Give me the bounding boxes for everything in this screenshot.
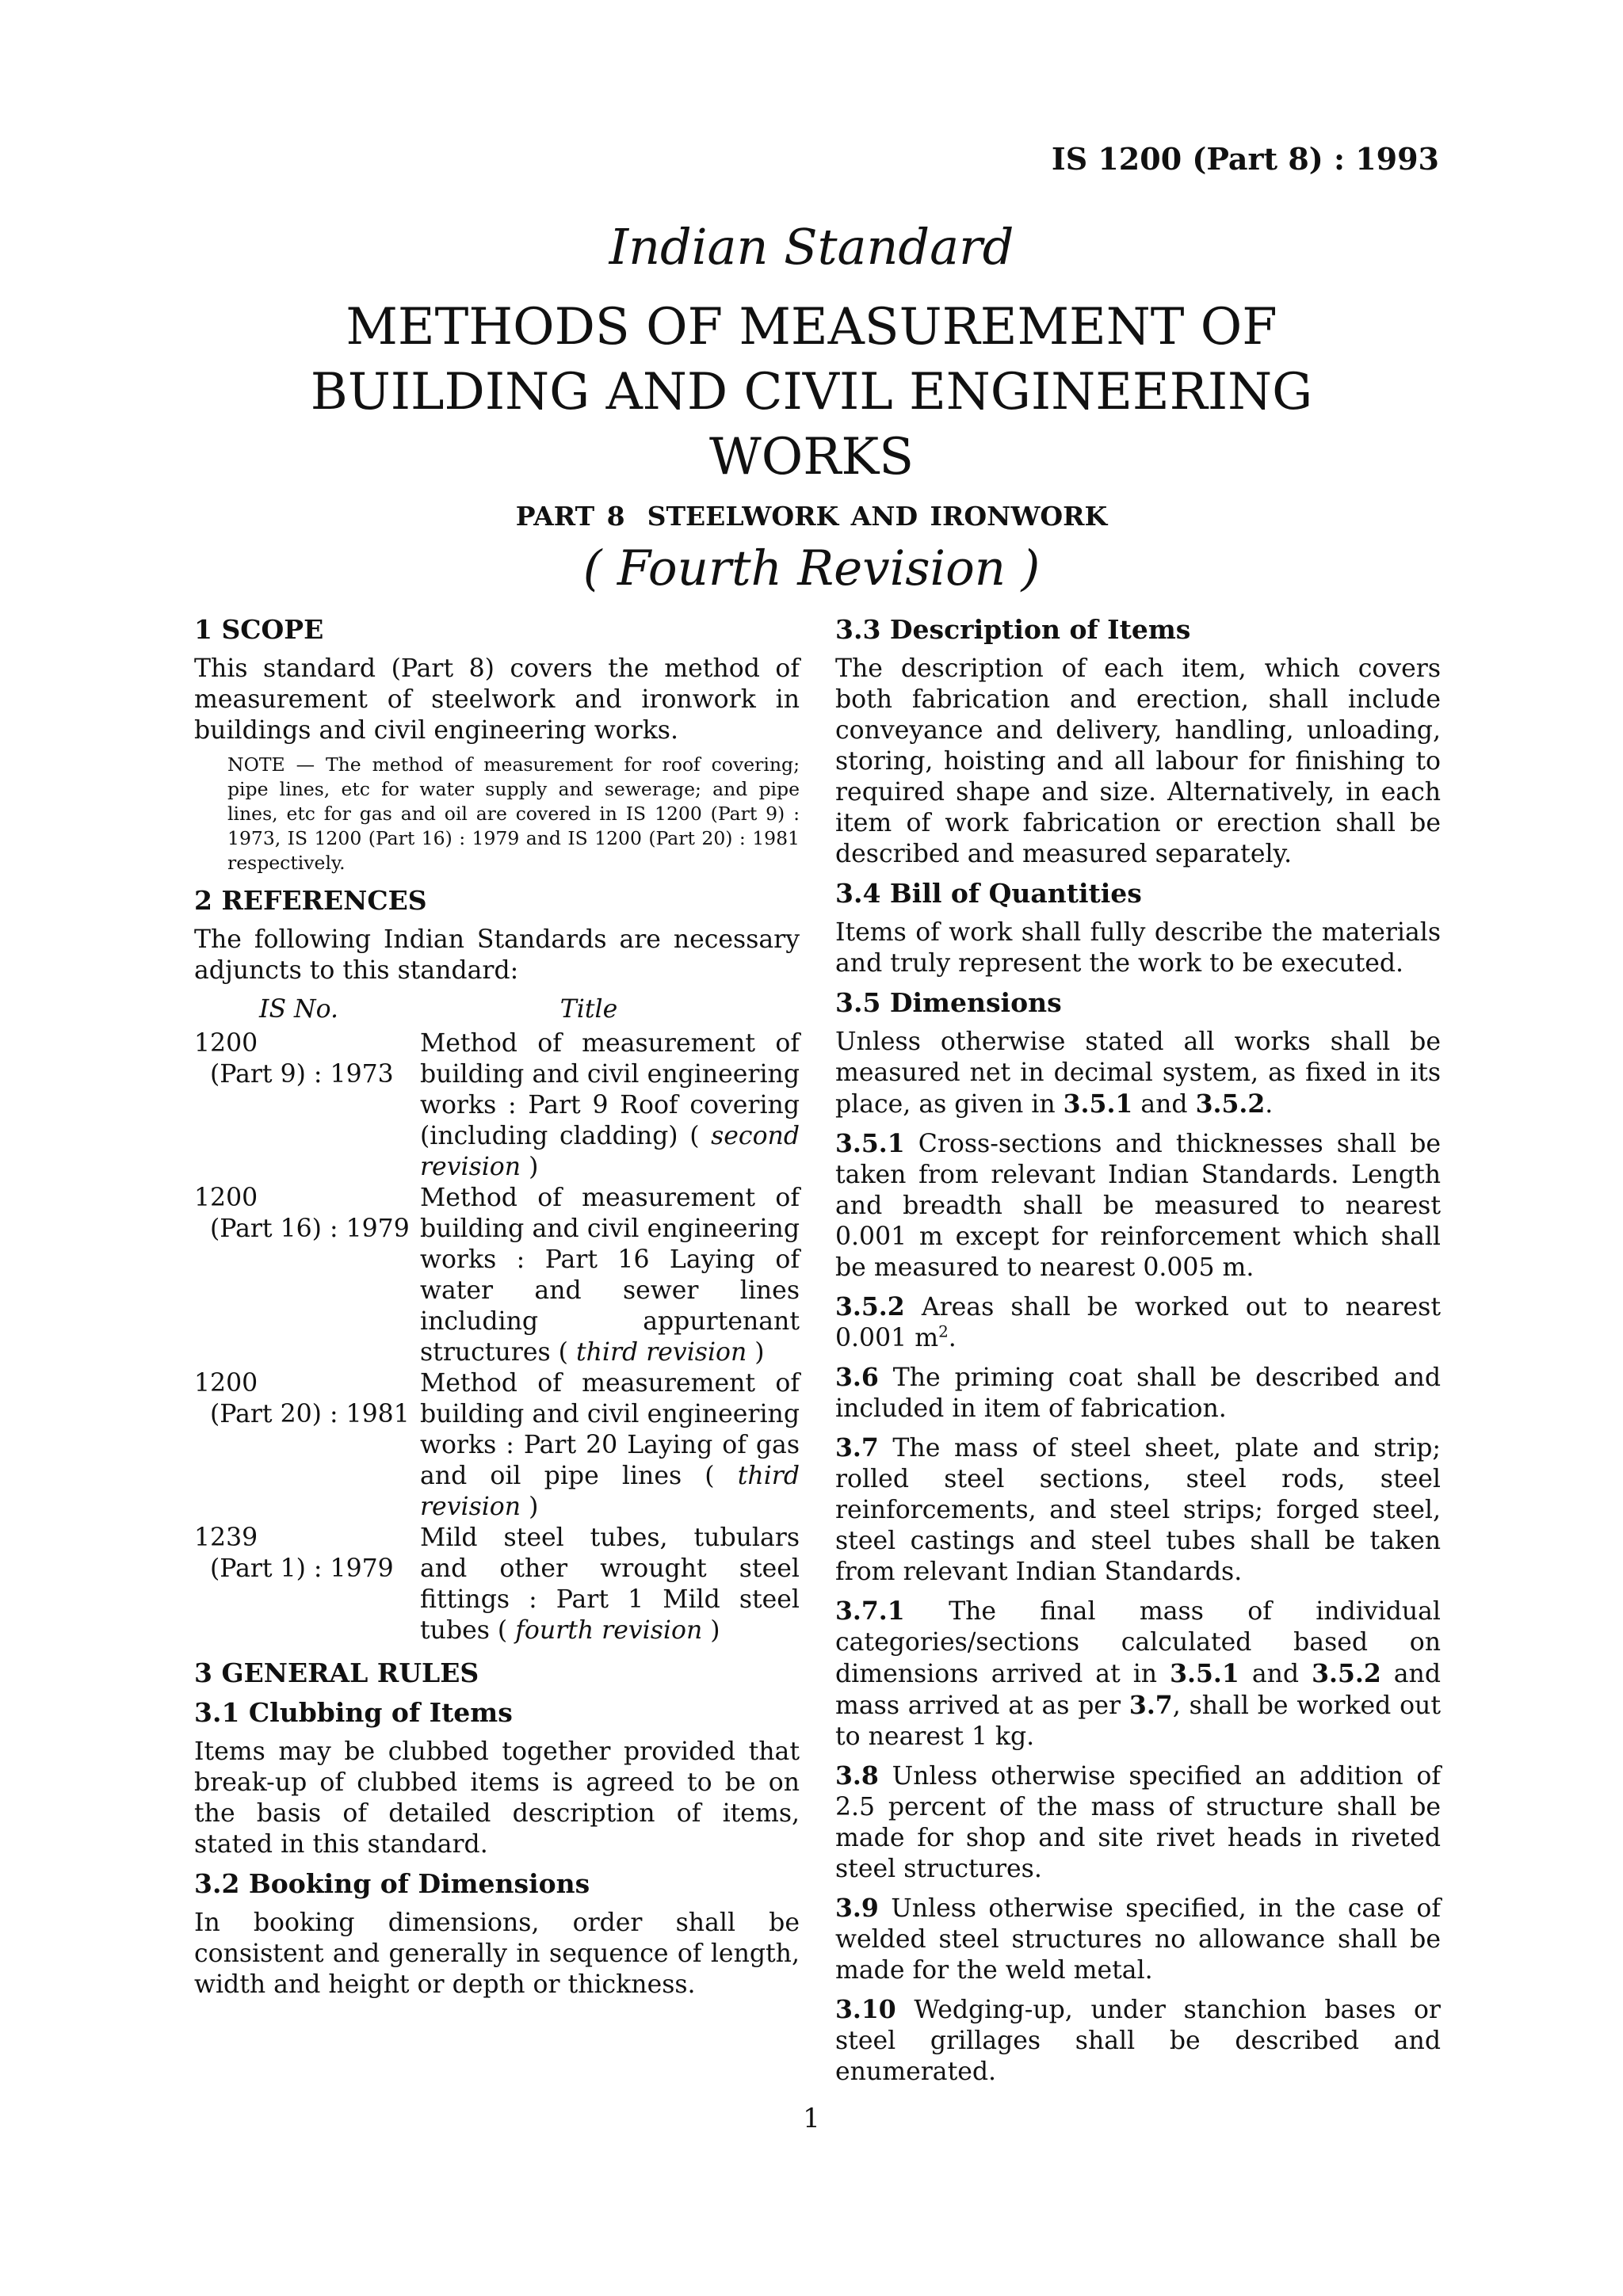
- clause-ref: 3.5.2: [1312, 1659, 1381, 1688]
- clause-3-5-1: 3.5.1 Cross-sections and thicknesses shall be taken from relevant Indian Standards. Length and breadth shall be measured to nearest 0.001 m except for reinforcement which shall be measured to nearest 0.005 m.: [835, 1129, 1441, 1282]
- title-line: BUILDING AND CIVIL ENGINEERING: [310, 363, 1313, 421]
- reference-part: (Part 16) : 1979: [210, 1215, 410, 1243]
- clause-number: 3.6: [835, 1363, 879, 1392]
- clause-ref: 3.7: [1128, 1691, 1173, 1720]
- reference-part: (Part 9) : 1973: [210, 1060, 394, 1089]
- scope-note: NOTE — The method of measurement for roof covering; pipe lines, etc for water supply and sewerage; and pipe lines, etc for gas and oil are covered in IS 1200 (Part 9) : 1973, IS 1200 (Part 16) : 1979 and IS 1200 (Part 20) : 1981 respectively.: [227, 753, 800, 874]
- reference-title: Method of measurement of building and civil engineering works : Part 9 Roof covering (including cladding) (: [420, 1029, 800, 1150]
- page-number: 1: [803, 2103, 820, 2134]
- col-header-is-no: IS No.: [259, 995, 339, 1024]
- clause-number: 3.10: [835, 1995, 896, 2024]
- reference-title: Method of measurement of building and civil engineering works : Part 20 Laying of gas and oil pipe lines (: [420, 1369, 800, 1490]
- references-table: [194, 1028, 800, 1646]
- title-line: METHODS OF MEASUREMENT OF: [346, 298, 1277, 357]
- left-column: [194, 614, 800, 2008]
- clause-3-1-text: Items may be clubbed together provided that break-up of clubbed items is agreed to be on the basis of detailed description of items, stated in this standard.: [194, 1737, 800, 1859]
- right-column: [835, 614, 1441, 2096]
- subsection-heading-3-5: 3.5 Dimensions: [835, 987, 1062, 1018]
- document-title: [158, 295, 1465, 490]
- clause-number: 3.9: [835, 1894, 879, 1923]
- clause-3-4-text: Items of work shall fully describe the materials and truly represent the work to be executed.: [835, 918, 1441, 978]
- clause-3-7: 3.7 The mass of steel sheet, plate and strip; rolled steel sections, steel rods, steel reinforcements, and steel strips; forged steel, steel castings and steel tubes shall be taken from relevant Indian Standards.: [835, 1433, 1442, 1586]
- revision-label: ( Fourth Revision ): [582, 540, 1041, 597]
- reference-number: 1200: [194, 1184, 258, 1212]
- part-title: [0, 501, 1623, 532]
- clause-3-3-text: The description of each item, which covers both fabrication and erection, shall include conveyance and delivery, handling, unloading, storing, hoisting and all labour for finishing to required shape and size. Alternatively, in each item of work fabrication or erection shall be described and measured separately.: [835, 654, 1441, 868]
- scope-text: This standard (Part 8) covers the method of measurement of steelwork and ironwork in buildings and civil engineering works.: [194, 654, 800, 745]
- clause-3-9: 3.9 Unless otherwise specified, in the case of welded steel structures no allowance shall be made for the weld metal.: [835, 1894, 1442, 1985]
- subsection-heading-3-1: 3.1 Clubbing of Items: [194, 1697, 513, 1728]
- reference-revision: third revision: [420, 1462, 800, 1521]
- clause-ref: 3.5.1: [1063, 1089, 1133, 1119]
- clause-ref: 3.5.2: [1195, 1089, 1266, 1119]
- clause-3-6: 3.6 The priming coat shall be described and included in item of fabrication.: [835, 1363, 1442, 1423]
- clause-number: 3.7: [835, 1433, 879, 1463]
- section-heading-references: 2 REFERENCES: [194, 885, 427, 916]
- clause-3-5-2: 3.5.2 Areas shall be worked out to nearest 0.001 $m^2$.: [835, 1292, 1441, 1352]
- clause-ref: 3.5.1: [1170, 1659, 1239, 1688]
- reference-part: (Part 20) : 1981: [210, 1400, 410, 1428]
- reference-row: 1239 (Part 1) : 1979 Mild steel tubes, tubulars and other wrought steel fittings : Part 1 Mild steel tubes ( fourth revision ): [194, 1524, 800, 1645]
- reference-part: (Part 1) : 1979: [210, 1554, 394, 1583]
- reference-number: 1239: [194, 1524, 258, 1552]
- reference-row: 1200 (Part 9) : 1973 Method of measurement of building and civil engineering works : Part 9 Roof covering (including cladding) ( second revision ): [194, 1029, 800, 1181]
- reference-revision: third revision: [575, 1338, 747, 1367]
- clause-3-2-text: In booking dimensions, order shall be consistent and generally in sequence of length, width and height or depth or thickness.: [194, 1909, 800, 1999]
- reference-row: 1200 (Part 16) : 1979 Method of measurement of building and civil engineering works : Part 16 Laying of water and sewer lines including appurtenant structures ( third revision ): [194, 1184, 800, 1367]
- subsection-heading-3-3: 3.3 Description of Items: [835, 614, 1191, 645]
- clause-number: 3.5.1: [835, 1129, 905, 1158]
- reference-title: Method of measurement of building and civil engineering works : Part 16 Laying of water and sewer lines including appurtenant structures (: [420, 1184, 800, 1367]
- section-heading-general-rules: 3 GENERAL RULES: [194, 1657, 479, 1688]
- clause-number: 3.8: [835, 1761, 879, 1791]
- subsection-heading-3-2: 3.2 Booking of Dimensions: [194, 1868, 590, 1899]
- col-header-title: Title: [559, 995, 618, 1024]
- reference-row: 1200 (Part 20) : 1981 Method of measurement of building and civil engineering works : Part 20 Laying of gas and oil pipe lines ( third revision ): [194, 1369, 800, 1521]
- clause-number: 3.5.2: [835, 1292, 905, 1322]
- clause-3-5-text: Unless otherwise stated all works shall be measured net in decimal system, as fixed in its place, as given in 3.5.1 and 3.5.2.: [835, 1028, 1441, 1119]
- reference-revision: second revision: [420, 1122, 800, 1181]
- references-table-header: [194, 994, 800, 1025]
- clause-number: 3.7.1: [835, 1596, 905, 1626]
- reference-number: 1200: [194, 1369, 258, 1398]
- reference-number: 1200: [194, 1029, 258, 1058]
- section-heading-scope: 1 SCOPE: [194, 614, 324, 645]
- standard-id: IS 1200 (Part 8) : 1993: [1051, 141, 1439, 177]
- part-label: PART 8: [515, 501, 625, 532]
- reference-revision: fourth revision: [515, 1616, 703, 1645]
- document-kicker: Indian Standard: [609, 218, 1014, 276]
- title-line: WORKS: [708, 428, 915, 486]
- clause-3-10: 3.10 Wedging-up, under stanchion bases or steel grillages shall be described and enumerated.: [835, 1995, 1441, 2086]
- references-intro: The following Indian Standards are necessary adjuncts to this standard:: [194, 925, 800, 985]
- clause-3-8: 3.8 Unless otherwise specified an addition of 2.5 percent of the mass of structure shall be made for shop and site rivet heads in riveted steel structures.: [835, 1761, 1441, 1883]
- clause-3-7-1: 3.7.1 The final mass of individual categories/sections calculated based on dimensions arrived at in 3.5.1 and 3.5.2 and mass arrived at as per 3.7, shall be worked out to nearest 1 kg.: [835, 1596, 1442, 1751]
- part-name: STEELWORK AND IRONWORK: [647, 501, 1108, 532]
- reference-title: Mild steel tubes, tubulars and other wrought steel fittings : Part 1 Mild steel tubes (: [420, 1524, 800, 1645]
- subsection-heading-3-4: 3.4 Bill of Quantities: [835, 878, 1142, 909]
